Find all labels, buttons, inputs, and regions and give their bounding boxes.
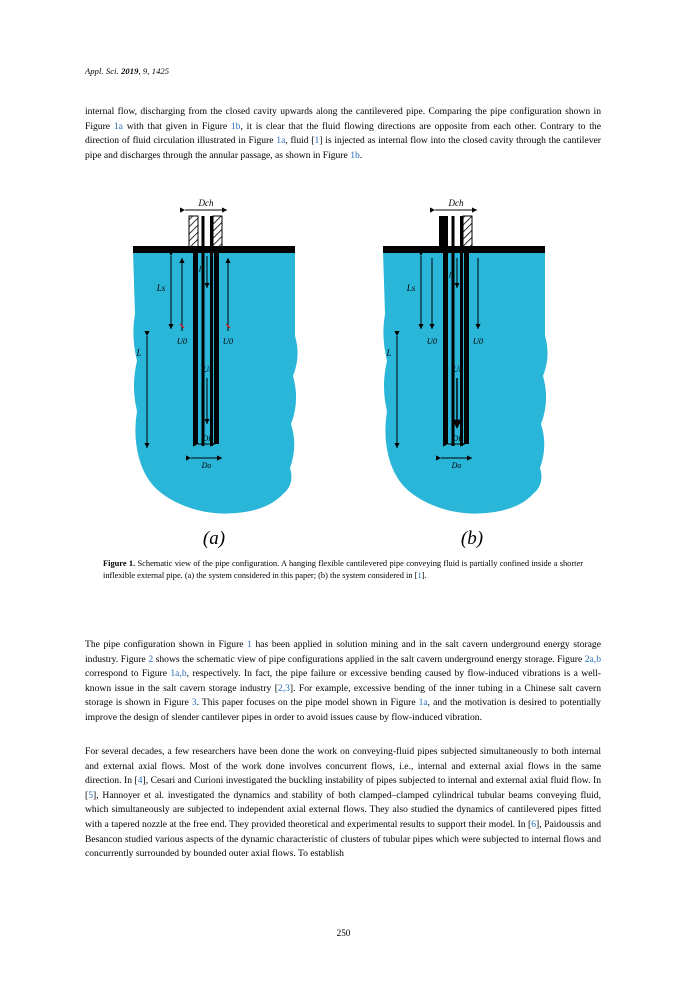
- inner-pipe-left-b: [452, 216, 455, 446]
- inner-pipe-right-b: [460, 216, 463, 446]
- panel-b-label: (b): [460, 528, 484, 549]
- label-l-a: L: [136, 348, 142, 358]
- label-l-b: L: [386, 348, 392, 358]
- schematic-diagram-a: [85, 196, 343, 536]
- label-do-b: Do: [451, 461, 462, 470]
- external-pipe-right-b: [464, 249, 469, 444]
- label-l-small-b: l: [448, 271, 452, 280]
- casing-solid-left-b: [439, 216, 448, 249]
- figure-caption-text: Schematic view of the pipe configuration. A hanging flexible cantilevered pipe conveying fluid is partially confined inside a shorter inflexible external pipe. (a) the system considered in this paper; (b) the system considered in [1].: [103, 559, 583, 581]
- label-dch-b: Dch: [448, 198, 464, 208]
- label-ls-b: Ls: [406, 283, 416, 293]
- panel-a-label: (a): [202, 528, 226, 549]
- label-u0-right-a: U0: [222, 336, 234, 346]
- label-di-b: Di: [452, 434, 461, 443]
- label-u0-left-a: U0: [176, 336, 188, 346]
- running-head-year: 2019: [121, 66, 139, 76]
- figure-1: [85, 196, 601, 556]
- schematic-diagram-b: [343, 196, 601, 536]
- label-dch-a: Dch: [198, 198, 214, 208]
- figure-caption-label: Figure 1.: [103, 559, 136, 568]
- label-ui-b: Ui: [452, 364, 462, 374]
- external-pipe-right-a: [214, 249, 219, 444]
- casing-hatch-left-a: [189, 216, 198, 249]
- label-u0-left-b: U0: [426, 336, 438, 346]
- label-ls-a: Ls: [156, 283, 166, 293]
- paragraph-intro: internal flow, discharging from the closed cavity upwards along the cantilevered pipe. Comparing the pipe configuration shown in Figure 1a with that given in Figure 1b, it is clear that the fluid flowing directions are opposite from each other. Contrary to the direction of fluid circulation illustrated in Figure 1a, fluid [1] is injected as internal flow into the closed cavity through the cantilever pipe and discharges through the annular passage, as shown in Figure 1b.: [85, 106, 601, 161]
- external-pipe-left-a: [193, 249, 198, 444]
- casing-hatch-right-b: [463, 216, 472, 249]
- running-head-volume: 9: [142, 66, 148, 76]
- label-l-small-a: l: [198, 265, 202, 274]
- inner-pipe-left-a: [202, 216, 205, 446]
- figure-panel-a: [85, 196, 343, 556]
- casing-hatch-right-a: [213, 216, 222, 249]
- paragraph-decades: For several decades, a few researchers have been done the work on conveying-fluid pipes subjected simultaneously to both internal and external axial flows. Most of the work done involves concurrent flows, i.e., internal and external axial flows in the same direction. In [4], Cesari and Curioni investigated the buckling instability of pipes subjected to internal and external axial fluid flow. In [5], Hannoyer et al. investigated the dynamics and stability of both clamped–clamped cylindrical tubular beams conveying fluid, which simultaneously are subjected to independent axial external flows. They also studied the dynamics of cantilevered pipes fitted with a tapered nozzle at the free end. They provided theoretical and experimental results to support their model. In [6], Paidoussis and Besancon studied various aspects of the dynamic characteristic of clusters of tubular pipes which were subjected to internal flows and concurrently surrounded by bounded outer axial flows. To establish: [85, 746, 601, 860]
- inner-pipe-right-a: [210, 216, 213, 446]
- label-do-a: Do: [201, 461, 212, 470]
- label-di-a: Di: [202, 434, 211, 443]
- running-head: Appl. Sci. 2019, 9, 1425: [85, 66, 170, 76]
- label-u0-right-b: U0: [472, 336, 484, 346]
- page-number: 250: [336, 928, 351, 938]
- running-head-article: 1425: [151, 66, 170, 76]
- external-pipe-left-b: [443, 249, 448, 444]
- label-ui-a: Ui: [202, 364, 212, 374]
- paragraph-after-figure: The pipe configuration shown in Figure 1 has been applied in solution mining and in the salt cavern underground energy storage industry. Figure 2 shows the schematic view of pipe configurations applied in the salt cavern underground energy storage. Figure 2a,b correspond to Figure 1a,b, respectively. In fact, the pipe failure or excessive bending caused by flow-induced vibrations is a well-known issue in the salt cavern storage industry [2,3]. For example, excessive bending of the inner tubing in a Chinese salt cavern storage is shown in Figure 3. This paper focuses on the pipe model shown in Figure 1a, and the motivation is desired to potentially improve the design of slender cantilever pipes in order to avoid issues cause by flow-induced vibration.: [85, 639, 602, 723]
- figure-panel-b: [343, 196, 601, 556]
- figure-caption: [103, 558, 583, 582]
- running-head-journal: Appl. Sci.: [85, 66, 119, 76]
